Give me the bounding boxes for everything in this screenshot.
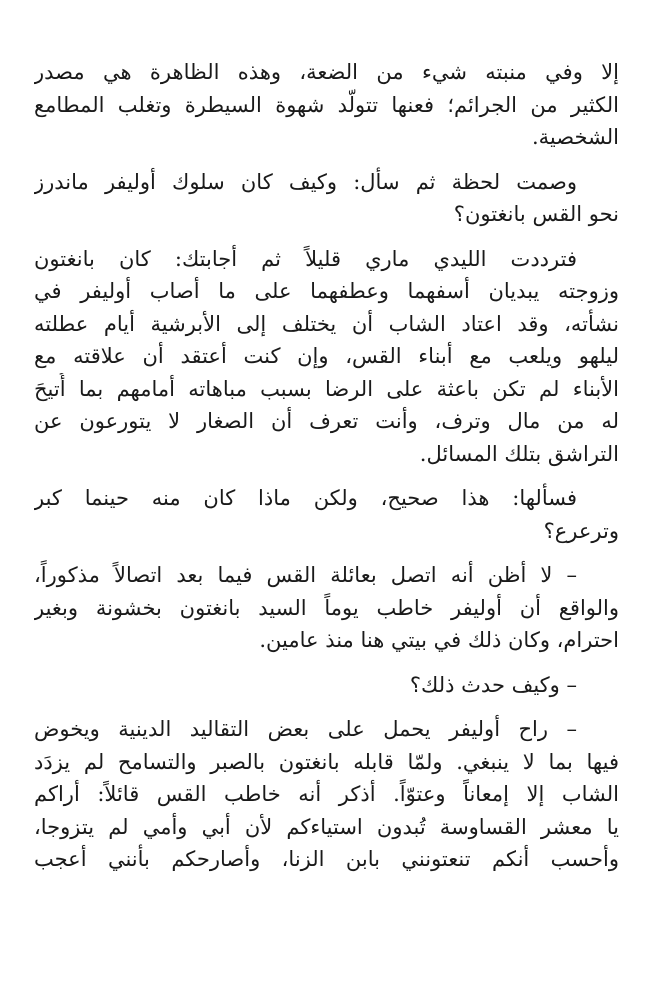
text-line: وزوجته يبديان أسفهما وعطفهما على ما أصاب أوليفر في xyxy=(34,279,619,303)
text-line: وأحسب أنكم تنعتونني بابن الزنا، وأصارحكم بأنني أعجب xyxy=(34,847,619,871)
text-line: – راح أوليفر يحمل على بعض التقاليد الدينية ويخوض xyxy=(34,717,577,741)
text-line: فيها بما لا ينبغي. ولمّا قابله بانغتون بالصبر والتسامح لم يزدَد xyxy=(34,749,619,774)
text-line: إلا وفي منبته شيء من الضعة، وهذه الظاهرة هي مصدر xyxy=(34,60,619,84)
text-line: نحو القس بانغتون؟ xyxy=(453,202,619,226)
text-line: الشخصية. xyxy=(531,125,619,149)
text-line: والواقع أن أوليفر خاطب يوماً السيد بانغتون بخشونة وبغير xyxy=(34,595,619,620)
text-line: فسألها: هذا صحيح، ولكن ماذا كان منه حينما كبر xyxy=(34,486,577,510)
text-line: – لا أظن أنه اتصل بعائلة القس فيما بعد اتصالاً مذكوراً، xyxy=(34,563,577,587)
text-line: التراشق بتلك المسائل. xyxy=(419,441,619,466)
text-line: الكثير من الجرائم؛ فعنها تتولّد شهوة السيطرة وتغلب المطامع xyxy=(34,92,619,117)
text-line: – وكيف حدث ذلك؟ xyxy=(409,672,577,697)
paragraph xyxy=(34,243,619,471)
text-line: نشأته، وقد اعتاد الشاب أن يختلف إلى الأبرشية أيام عطلته xyxy=(34,311,619,336)
text-line: وصمت لحظة ثم سأل: وكيف كان سلوك أوليفر ماندرز xyxy=(34,169,577,194)
paragraph xyxy=(34,669,619,702)
paragraph xyxy=(34,713,619,876)
paragraph xyxy=(34,559,619,657)
text-line: فترددت الليدي ماري قليلاً ثم أجابتك: كان بانغتون xyxy=(34,246,577,271)
text-line: وترعرع؟ xyxy=(543,518,619,543)
paragraph xyxy=(34,56,619,154)
text-line: ليلهو ويلعب مع أبناء القس، وإن كنت أعتقد أن علاقته مع xyxy=(34,344,619,368)
text-line: احترام، وكان ذلك في بيتي هنا منذ عامين. xyxy=(259,628,619,652)
text-line: له من مال وترف، وأنت تعرف أن الصغار لا يتورعون عن xyxy=(34,409,619,433)
text-line: الشاب إلا إمعاناً وعتوّاً. أذكر أنه خاطب القس قائلاً: أراكم xyxy=(34,782,619,806)
text-line: يا معشر القساوسة تُبدون استياءكم لأن أبي وأمي لم يتزوجا، xyxy=(34,814,619,839)
text-line: الأبناء لم تكن باعثة على الرضا بسبب مباهاته أمامهم بما أُتيحَ xyxy=(34,376,619,401)
paragraph xyxy=(34,482,619,547)
paragraph xyxy=(34,166,619,231)
